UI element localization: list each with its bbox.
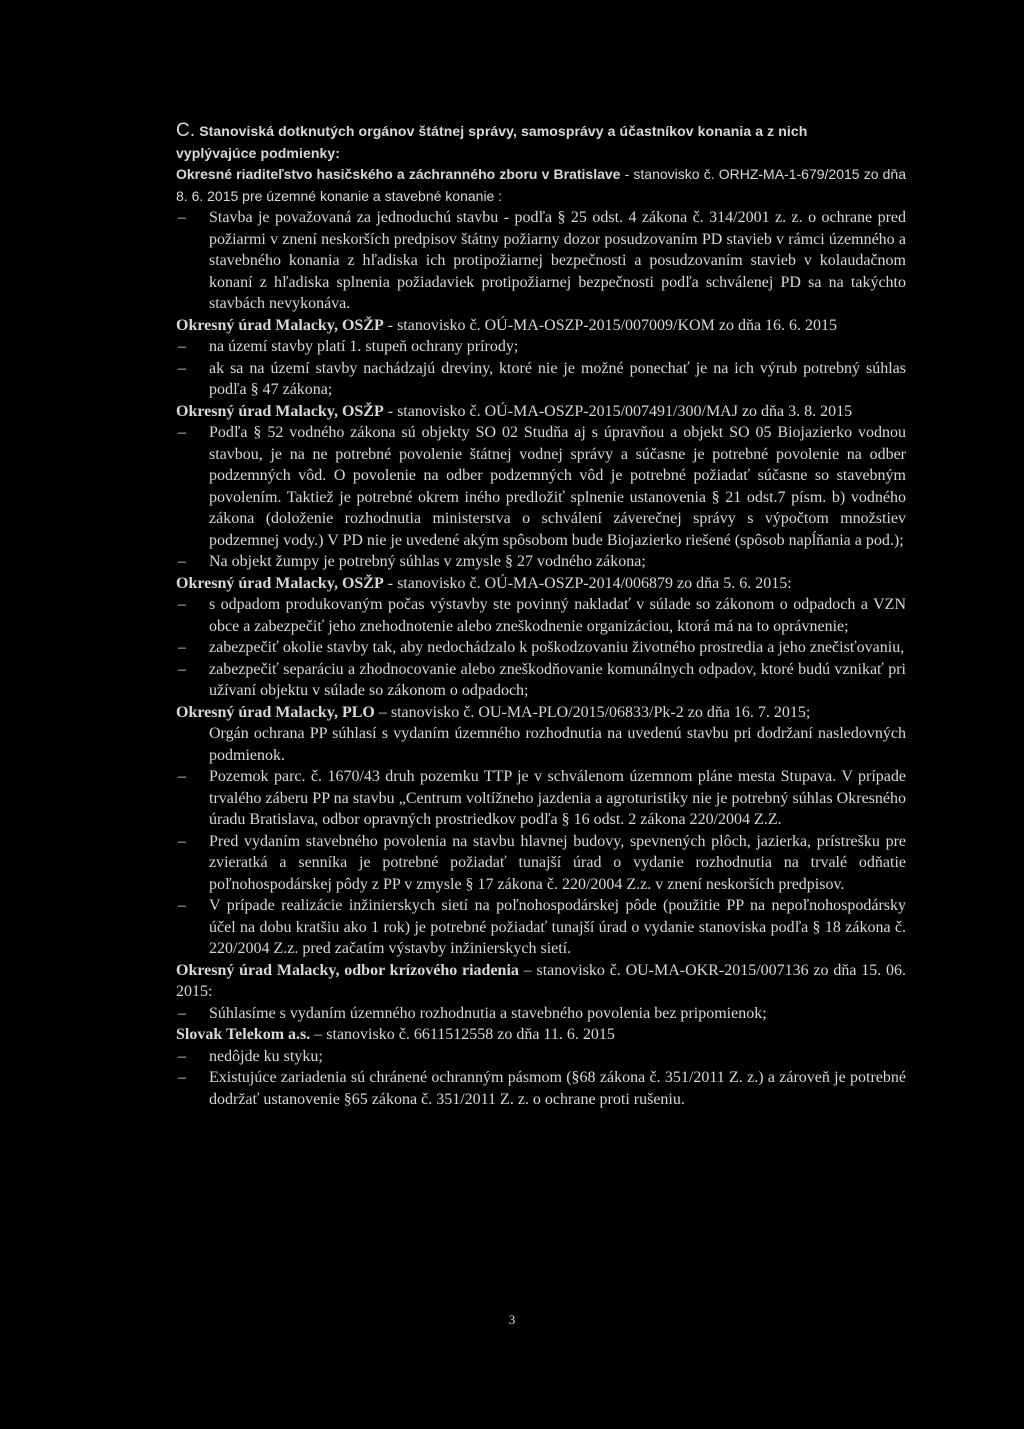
list-item (176, 358, 906, 401)
statement-header (176, 315, 906, 337)
section-heading (176, 120, 906, 143)
list-item-text: na území stavby platí 1. stupeň ochrany prírody; (209, 338, 519, 355)
dash-bullet: – (178, 596, 186, 613)
organization-name: Slovak Telekom a.s. (176, 1026, 311, 1043)
page-number: 3 (508, 1312, 516, 1327)
dash-bullet: – (178, 209, 186, 226)
list-item (176, 766, 906, 831)
organization-name: Okresné riaditeľstvo hasičského a záchranného zboru v Bratislave (176, 166, 621, 182)
organization-name: Okresný úrad Malacky, PLO (176, 703, 375, 721)
statement-header (176, 960, 906, 1003)
list-item (176, 831, 906, 896)
document-body (176, 120, 906, 1110)
list-item (176, 1067, 906, 1110)
list-item (176, 336, 906, 358)
list-item-text: zabezpečiť separáciu a zhodnocovanie alebo zneškodňovanie komunálnych odpadov, ktoré budú vznikať pri užívaní objektu v súlade so zákonom o odpadoch; (209, 660, 906, 699)
dash-bullet: – (178, 897, 186, 914)
statement-oszp-3 (176, 573, 906, 702)
list-item (176, 659, 906, 702)
statement-reference: - stanovisko č. ORHZ-MA-1-679/2015 zo dňa 8. 6. 2015 pre územné konanie a stavebné konanie : (176, 166, 906, 204)
dash-bullet: – (178, 1069, 186, 1086)
statement-hasici (176, 164, 906, 315)
dash-bullet: – (178, 359, 186, 377)
conditions-list (176, 207, 906, 315)
conditions-list (176, 422, 906, 573)
statement-header (176, 401, 906, 423)
heading-line-1: Stanoviská dotknutých orgánov štátnej správy, samosprávy a účastníkov konania a z nich (199, 123, 808, 139)
statement-reference: - stanovisko č. OÚ-MA-OSZP-2015/007009/KOM zo dňa 16. 6. 2015 (383, 316, 838, 334)
list-item-text: nedôjde ku styku; (209, 1047, 323, 1065)
statement-reference: - stanovisko č. OÚ-MA-OSZP-2015/007491/300/MAJ zo dňa 3. 8. 2015 (383, 402, 853, 420)
list-item-text: V prípade realizácie inžinierskych sietí na poľnohospodárskej pôde (použitie PP na nepoľnohospodársky účel na dobu kratšiu ako 1 rok) je potrebné požiadať tunajší úrad o vydanie stanoviska podľa § 18 zákona č. 220/2004 Z.z. pred začatím výstavby inžinierskych sietí. (209, 897, 906, 957)
conditions-list (176, 336, 906, 401)
list-item (176, 895, 906, 960)
list-item-text: Podľa § 52 vodného zákona sú objekty SO 02 Studňa aj s úpravňou a objekt SO 05 Biojazierko vodnou stavbou, je na ne potrebné povolenie štátnej vodnej správy a súčasne je potrebné povolenie na odber podzemných vôd. O povolenie na odber podzemných vôd je potrebné požiadať súčasne so stavebným povolením. Taktiež je potrebné okrem iného predložiť splnenie ustanovenia § 21 odst.7 písm. b) vodného zákona (doloženie rozhodnutia ministerstva o schválení záverečnej správy s výpočtom množstiev podzemnej vody.) V PD nie je uvedené akým spôsobom bude Biojazierko riešené (spôsob napĺňania a pod.); (209, 424, 906, 549)
list-item-text: ak sa na území stavby nachádzajú dreviny, ktoré nie je možné ponechať je na ich výrub potrebný súhlas podľa § 47 zákona; (209, 359, 906, 398)
section-letter: C. (176, 120, 196, 141)
statement-reference: – stanovisko č. OU-MA-PLO/2015/06833/Pk-2 zo dňa 16. 7. 2015; (374, 703, 811, 721)
list-item (176, 1046, 906, 1068)
list-item-text: Súhlasíme s vydaním územného rozhodnutia a stavebného povolenia bez pripomienok; (209, 1004, 767, 1022)
list-item (176, 207, 906, 315)
organization-name: Okresný úrad Malacky, odbor krízového riadenia (176, 961, 519, 979)
statement-header (176, 1024, 906, 1046)
list-item-text: s odpadom produkovaným počas výstavby ste povinný nakladať v súlade so zákonom o odpadoch a VZN obce a zabezpečiť jeho znehodnotenie alebo zneškodnenie organizáciou, ktorá má na to oprávnenie; (209, 596, 906, 635)
statement-intro: Orgán ochrana PP súhlasí s vydaním územného rozhodnutia na uvedenú stavbu pri dodržaní nasledovných podmienok. (209, 725, 906, 764)
statement-header (176, 573, 906, 595)
list-item-text: zabezpečiť okolie stavby tak, aby nedochádzalo k poškodzovaniu životného prostredia a jeho znečisťovaniu, (209, 639, 905, 656)
statement-header (176, 702, 906, 724)
dash-bullet: – (178, 424, 186, 441)
dash-bullet: – (178, 338, 186, 355)
conditions-list (176, 594, 906, 702)
organization-name: Okresný úrad Malacky, OSŽP (176, 574, 384, 592)
dash-bullet: – (178, 1004, 186, 1022)
dash-bullet: – (178, 639, 186, 656)
list-item-text: Stavba je považovaná za jednoduchú stavbu - podľa § 25 odst. 4 zákona č. 314/2001 z. z. o ochrane pred požiarmi v znení neskorších predpisov štátny požiarny dozor posudzovaním PD stavieb v rámci územného a stavebného konania z hľadiska ich protipožiarnej bezpečnosti a posudzovaním stavieb v kolaudačnom konaní z hľadiska splnenia požiadaviek protipožiarnej bezpečnosti podľa schválenej PD sa na takýchto stavbách nevykonáva. (209, 209, 906, 312)
statement-oszp-1 (176, 315, 906, 401)
heading-line-2: vyplývajúce podmienky: (176, 144, 341, 161)
list-item (176, 637, 906, 659)
list-item (176, 551, 906, 573)
conditions-list (176, 1046, 906, 1111)
dash-bullet: – (178, 660, 186, 678)
statement-reference: – stanovisko č. OU-MA-OKR-2015/007136 zo dňa 15. 06. 2015: (176, 961, 906, 1000)
list-item (176, 422, 906, 551)
dash-bullet: – (178, 1047, 186, 1065)
statement-okr (176, 960, 906, 1025)
list-item (176, 594, 906, 637)
statement-oszp-2 (176, 401, 906, 573)
statement-reference: – stanovisko č. 6611512558 zo dňa 11. 6. 2015 (310, 1026, 615, 1043)
organization-name: Okresný úrad Malacky, OSŽP (176, 402, 384, 420)
list-item-text: Na objekt žumpy je potrebný súhlas v zmysle § 27 vodného zákona; (209, 553, 646, 570)
dash-bullet: – (178, 832, 186, 850)
statement-header (176, 164, 906, 207)
list-item-text: Pred vydaním stavebného povolenia na stavbu hlavnej budovy, spevnených plôch, jazierka, prístrešku pre zvieratká a senníka je potrebné požiadať tunajší úrad o vydanie rozhodnutia na trvalé odňatie poľnohospodárskej pôdy z PP v zmysle § 17 zákona č. 220/2004 Z.z. v znení neskorších predpisov. (209, 832, 906, 893)
dash-bullet: – (178, 553, 186, 570)
statement-telekom (176, 1024, 906, 1110)
dash-bullet: – (178, 768, 186, 785)
statement-reference: - stanovisko č. OÚ-MA-OSZP-2014/006879 zo dňa 5. 6. 2015: (383, 574, 792, 592)
conditions-list (176, 766, 906, 960)
organization-name: Okresný úrad Malacky, OSŽP (176, 316, 384, 334)
list-item-text: Pozemok parc. č. 1670/43 druh pozemku TTP je v schválenom územnom pláne mesta Stupava. V prípade trvalého záberu PP na stavbu „Centrum voltížneho jazdenia a agroturistiky nie je potrebný súhlas Okresného úradu Bratislava, odbor opravných prostriedkov podľa § 16 odst. 2 zákona 220/2004 Z.Z. (209, 768, 906, 828)
conditions-list (176, 1003, 906, 1025)
list-item-text: Existujúce zariadenia sú chránené ochranným pásmom (§68 zákona č. 351/2011 Z. z.) a zároveň je potrebné dodržať ustanovenie §65 zákona č. 351/2011 Z. z. o ochrane proti rušeniu. (209, 1069, 906, 1108)
statement-plo (176, 702, 906, 960)
list-item (176, 1003, 906, 1025)
